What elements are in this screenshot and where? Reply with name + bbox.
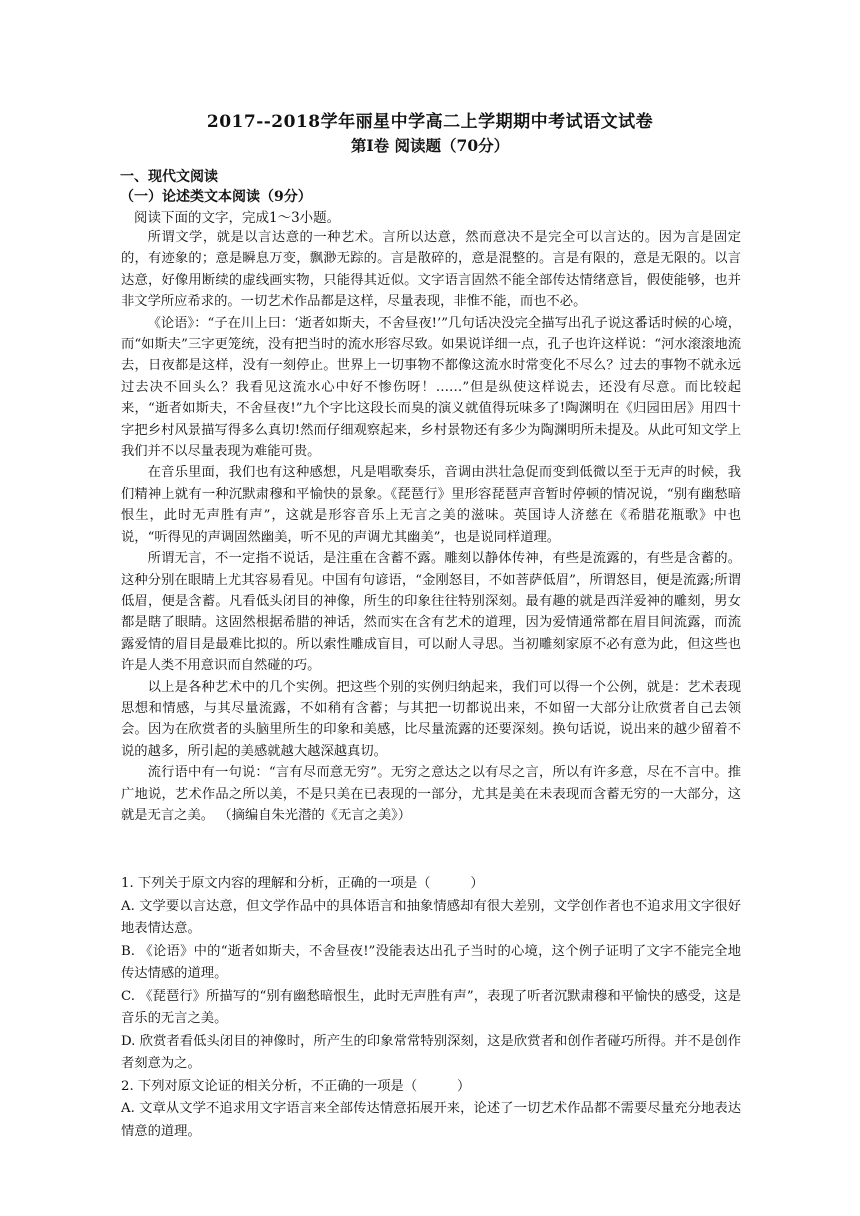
question-list [121,873,741,1143]
passage-paragraph: 所谓无言，不一定指不说话，是注重在含蓄不露。雕刻以静体传神，有些是流露的，有些是含蓄的。这种分别在眼睛上尤其容易看见。中国有句谚语，“金刚怒目，不如菩萨低眉”，所谓怒目，便是流露;所谓低眉，便是含蓄。凡看低头闭目的神像，所生的印象往往特别深刻。最有趣的就是西洋爱神的雕刻，男女都是瞎了眼睛。这固然根据希腊的神话，然而实在含有艺术的道理，因为爱情通常都在眉目间流露，而流露爱情的眉目是最难比拟的。所以索性雕成盲目，可以耐人寻思。当初雕刻家原不必有意为此，但这些也许是人类不用意识而自然碰的巧。 [121,551,741,674]
question-stem: 1. 下列关于原文内容的理解和分析，正确的一项是（ ） [121,876,484,891]
passage-paragraph: 《论语》：“子在川上曰：‘逝者如斯夫，不舍昼夜!’”几句话决没完全描写出孔子说这番话时候的心境，而“如斯夫”三字更笼统，没有把当时的流水形容尽致。如果说详细一点，孔子也许这样说：“河水滚滚地流去，日夜都是这样，没有一刻停止。世界上一切事物不都像这流水时常变化不尽么？过去的事物不就永远过去决不回头么？我看见这流水心中好不惨伤呀！……”但是纵使这样说去，还没有尽意。而比较起来，“逝者如斯夫，不舍昼夜!”九个字比这段长而臭的演义就值得玩味多了!陶渊明在《归园田居》用四十字把乡村风景描写得多么真切!然而仔细观察起来，乡村景物还有多少为陶渊明所未提及。从此可知文学上我们并不以尽量表现为难能可贵。 [121,315,741,460]
question-option: D. 欣赏者看低头闭目的神像时，所产生的印象常常特别深刻，这是欣赏者和创作者碰巧所得。并不是创作者刻意为之。 [121,1033,741,1071]
subsection-heading: （一）论述类文本阅读（9分） [120,189,312,205]
passage-paragraph: 流行语中有一句说：“言有尽而意无穷”。无穷之意达之以有尽之言，所以有许多意，尽在不言中。推广地说，艺术作品之所以美，不是只美在已表现的一部分，尤其是美在未表现而含蓄无穷的一大部分，这就是无言之美。 （摘编自朱光潜的《无言之美》） [121,765,741,823]
passage-paragraph: 所谓文学，就是以言达意的一种艺术。言所以达意，然而意决不是完全可以言达的。因为言是固定的，有迹象的；意是瞬息万变，飘渺无踪的。言是散碎的，意是混整的。言是有限的，意是无限的。以言达意，好像用断续的虚线画实物，只能得其近似。文字语言固然不能全部传达情绪意旨，假使能够，也并非文学所应希求的。一切艺术作品都是这样，尽量表现，非惟不能，而也不必。 [121,230,741,310]
section-heading: 一、现代文阅读 [120,169,218,185]
question-option: A. 文章从文学不追求用文字语言来全部传达情意拓展开来，论述了一切艺术作品都不需要尽量充分地表达情意的道理。 [121,1101,741,1139]
question-option: A. 文学要以言达意，但文学作品中的具体语言和抽象情感却有很大差别，文学创作者也不追求用文字很好地表情达意。 [121,898,741,936]
passage-paragraph: 以上是各种艺术中的几个实例。把这些个别的实例归纳起来，我们可以得一个公例，就是：艺术表现思想和情感，与其尽量流露，不如稍有含蓄；与其把一切都说出来，不如留一大部分让欣赏者自己去领会。因为在欣赏者的头脑里所生的印象和美感，比尽量流露的还要深刻。换句话说，说出来的越少留着不说的越多，所引起的美感就越大越深越真切。 [121,679,741,759]
passage-paragraph: 在音乐里面，我们也有这种感想，凡是唱歌奏乐，音调由洪壮急促而变到低微以至于无声的时候，我们精神上就有一种沉默肃穆和平愉快的景象。《琵琶行》里形容琵琶声音暂时停顿的情况说，“别有幽愁暗恨生，此时无声胜有声”，这就是形容音乐上无言之美的滋味。英国诗人济慈在《希腊花瓶歌》中也说，“听得见的声调固然幽美，听不见的声调尤其幽美”，也是说同样道理。 [121,465,741,545]
reading-passage [121,227,741,826]
question-option: B. 《论语》中的“逝者如斯夫，不舍昼夜!”没能表达出孔子当时的心境，这个例子证明了文字不能完全地传达情感的道理。 [121,943,741,981]
question-stem: 2. 下列对原文论证的相关分析，不正确的一项是（ ） [121,1078,471,1094]
part-title: 第Ⅰ卷 阅读题（70分） [350,136,510,155]
reading-instruction: 阅读下面的文字，完成1～3小题。 [134,210,341,226]
exam-title: 2017--2018学年丽星中学高二上学期期中考试语文试卷 [206,112,654,132]
question-option: C. 《琵琶行》所描写的“别有幽愁暗恨生，此时无声胜有声”，表现了听者沉默肃穆和平愉快的感受，这是音乐的无言之美。 [121,988,741,1026]
